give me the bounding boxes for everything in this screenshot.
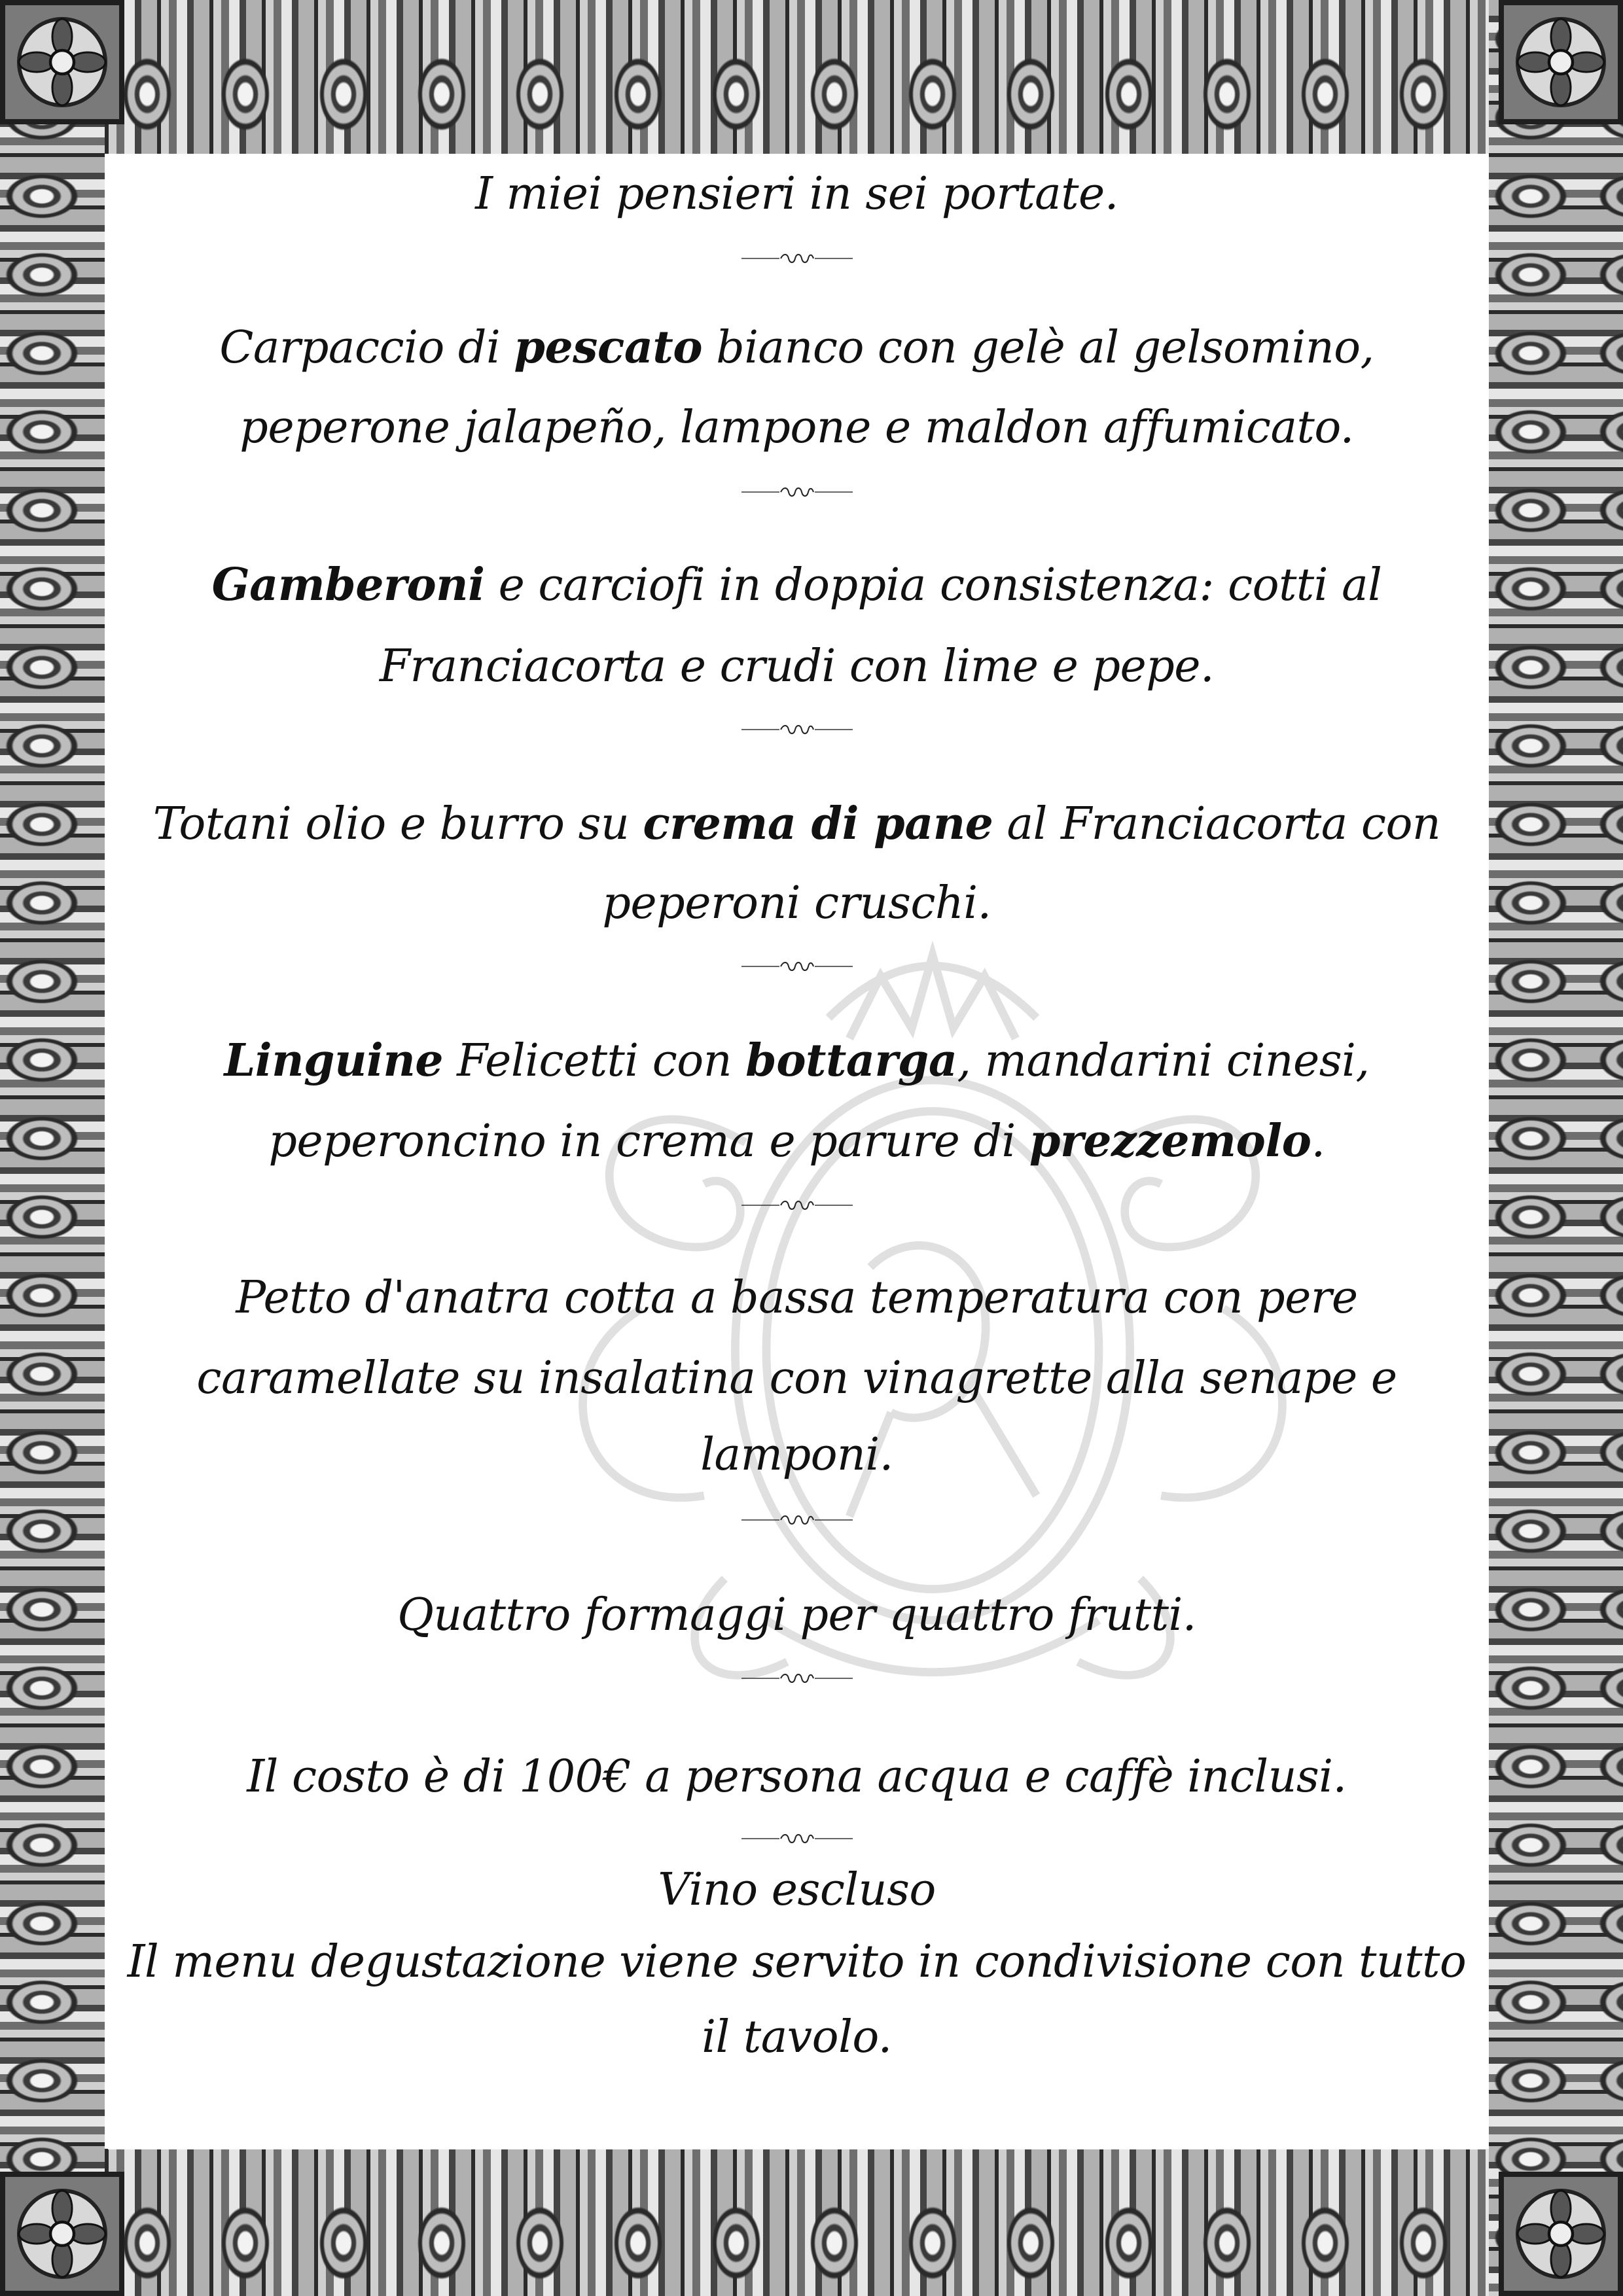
course-3-line-2: peperoni cruschi. [602,877,991,929]
footer-sharing-note-line-1: Il menu degustazione viene servito in condivisione con tutto [127,1936,1467,1988]
menu-title: I miei pensieri in sei portate. [475,168,1118,220]
frame-right-border [1489,0,1623,2296]
ornament-divider-icon [108,1513,1486,1527]
ornament-divider-icon [108,1672,1486,1685]
course-5-line-3: lamponi. [700,1429,893,1481]
course-5-line-2: caramellate su insalatina con vinagrette alla senape e [196,1352,1397,1404]
course-6-line-1: Quattro formaggi per quattro frutti. [397,1589,1196,1641]
ornament-divider-icon [108,1832,1486,1845]
course-5-line-1: Petto d'anatra cotta a bassa temperatura con pere [236,1272,1358,1324]
ornament-divider-icon [108,486,1486,499]
rosette-top-right-icon [1499,0,1623,124]
ornament-divider-icon [108,1199,1486,1212]
ornament-divider-icon [108,723,1486,736]
course-2-line-1: Gamberoni e carciofi in doppia consistenza: cotti al [211,559,1382,611]
ornament-divider-icon [108,252,1486,265]
frame-top-border [0,0,1623,154]
ornament-divider-icon [108,960,1486,973]
rosette-bottom-right-icon [1499,2172,1623,2296]
frame-left-border [0,0,105,2296]
course-3-line-1: Totani olio e burro su crema di pane al Franciacorta con [152,798,1441,850]
price-line: Il costo è di 100€ a persona acqua e caffè inclusi. [247,1751,1347,1803]
rosette-top-left-icon [0,0,124,124]
course-1-line-1: Carpaccio di pescato bianco con gelè al gelsomino, [219,321,1374,374]
course-2-line-2: Franciacorta e crudi con lime e pepe. [379,641,1215,692]
course-4-line-1: Linguine Felicetti con bottarga, mandarini cinesi, [224,1034,1370,1087]
footer-sharing-note-line-2: il tavolo. [702,2011,892,2063]
rosette-bottom-left-icon [0,2172,124,2296]
course-1-line-2: peperone jalapeño, lampone e maldon affumicato. [240,402,1354,453]
footer-wine-note: Vino escluso [658,1864,936,1916]
frame-bottom-border [0,2149,1623,2296]
course-4-line-2: peperoncino in crema e parure di prezzemolo. [268,1115,1325,1167]
